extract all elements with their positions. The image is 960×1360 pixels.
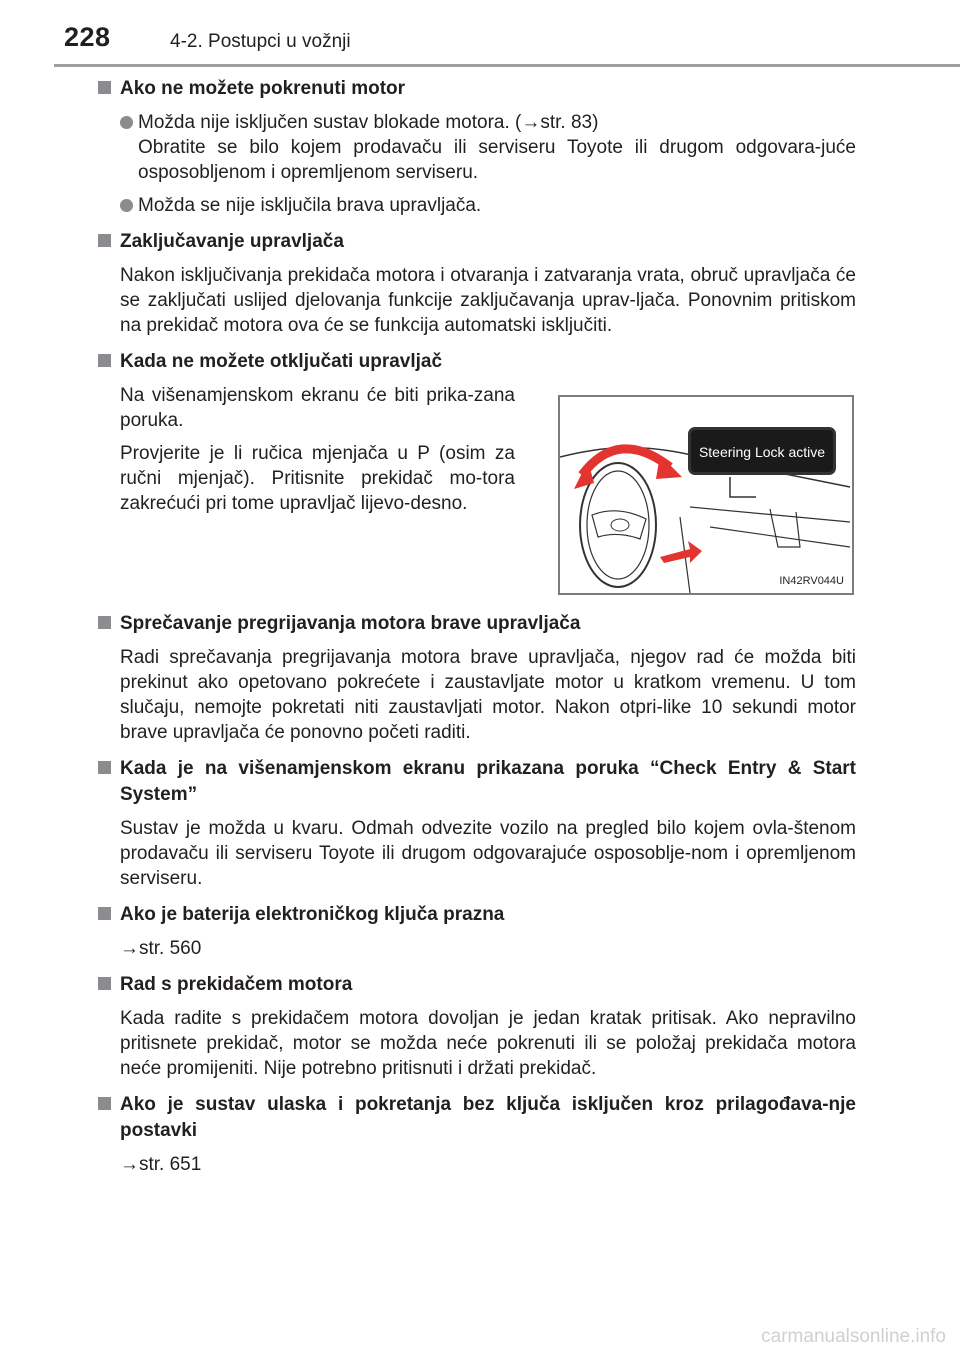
chapter-title: 4-2. Postupci u vožnji bbox=[170, 31, 351, 52]
header-rule bbox=[54, 64, 960, 67]
page-reference: →str. 560 bbox=[120, 938, 202, 959]
section-overheat-prevention bbox=[96, 611, 856, 745]
section-text: Kada radite s prekidačem motora dovoljan je jedan kratak pritisak. Ako nepravilno pritisnete prekidač, motor se možda neće pokrenuti ili se položaj prekidača motora neće promijeniti. Nije potrebno pritisnuti i držati prekidač. bbox=[120, 1008, 856, 1079]
page-content bbox=[96, 76, 856, 1177]
list-item bbox=[120, 110, 856, 185]
section-heading: Kada je na višenamjenskom ekranu prikazana poruka “Check Entry & Start System” bbox=[120, 758, 856, 805]
section-keyless-disabled bbox=[96, 1092, 856, 1177]
steering-lock-illustration bbox=[558, 395, 854, 595]
section-steering-lock bbox=[96, 229, 856, 338]
display-message bbox=[688, 427, 836, 475]
section-key-battery-empty bbox=[96, 902, 856, 961]
bullet-text: Obratite se bilo kojem prodavaču ili serviseru Toyote ili drugom odgovara-juće osposobljenom i opremljenom serviseru. bbox=[138, 137, 856, 183]
section-heading: Sprečavanje pregrijavanja motora brave upravljača bbox=[120, 613, 581, 634]
page-reference: →str. 651 bbox=[120, 1154, 202, 1175]
section-text: Nakon isključivanja prekidača motora i otvaranja i zatvaranja vrata, obruč upravljača će se zaključati uslijed djelovanja funkcije zaključavanja uprav-ljača. Ponovnim pritiskom na prekidač motora ova će se funkcija automatski isključiti. bbox=[120, 265, 856, 336]
square-bullet-icon bbox=[98, 977, 111, 990]
section-engine-not-starting bbox=[96, 76, 856, 218]
square-bullet-icon bbox=[98, 907, 111, 920]
round-bullet-icon bbox=[120, 199, 133, 212]
page-header bbox=[0, 0, 960, 66]
list-item bbox=[120, 193, 856, 218]
square-bullet-icon bbox=[98, 234, 111, 247]
section-text: Provjerite je li ručica mjenjača u P (osim za ručni mjenjač). Pritisnite prekidač mo-tora zakrećući pri tome upravljač lijevo-desno. bbox=[120, 443, 515, 514]
section-engine-switch-operation bbox=[96, 972, 856, 1081]
section-heading: Zaključavanje upravljača bbox=[120, 231, 344, 252]
section-heading: Kada ne možete otključati upravljač bbox=[120, 351, 443, 372]
section-text: Sustav je možda u kvaru. Odmah odvezite vozilo na pregled bilo kojem ovla-štenom prodavaču ili serviseru Toyote ili drugom odgovarajuće osposoblje-nom i opremljenom serviseru. bbox=[120, 818, 856, 889]
figure-code: IN42RV044U bbox=[779, 575, 844, 587]
section-check-entry-message bbox=[96, 756, 856, 891]
square-bullet-icon bbox=[98, 354, 111, 367]
square-bullet-icon bbox=[98, 616, 111, 629]
display-message-text: Steering Lock active bbox=[698, 444, 826, 460]
bullet-text: Možda se nije isključila brava upravljača. bbox=[138, 195, 482, 216]
bullet-text: Možda nije isključen sustav blokade motora. (→str. 83) bbox=[138, 112, 599, 133]
section-heading: Ako ne možete pokrenuti motor bbox=[120, 78, 406, 99]
section-heading: Ako je baterija elektroničkog ključa prazna bbox=[120, 904, 505, 925]
round-bullet-icon bbox=[120, 116, 133, 129]
square-bullet-icon bbox=[98, 1097, 111, 1110]
page-number: 228 bbox=[64, 22, 111, 52]
section-heading: Ako je sustav ulaska i pokretanja bez ključa isključen kroz prilagođava-nje postavki bbox=[120, 1094, 856, 1141]
section-cannot-unlock-steering bbox=[96, 349, 856, 595]
section-text: Radi sprečavanja pregrijavanja motora brave upravljača, njegov rad će možda biti prekinut ako opetovano pokrećete i zaustavljate motor u kratkom vremenu. U tom slučaju, nemojte pokretati niti zaustavljati motor. Nakon otpri-like 10 sekundi motor brave upravljača će ponovno početi raditi. bbox=[120, 647, 856, 743]
section-text: Na višenamjenskom ekranu će biti prika-zana poruka. bbox=[120, 385, 515, 431]
watermark: carmanualsonline.info bbox=[761, 1326, 946, 1347]
square-bullet-icon bbox=[98, 81, 111, 94]
section-heading: Rad s prekidačem motora bbox=[120, 974, 353, 995]
square-bullet-icon bbox=[98, 761, 111, 774]
